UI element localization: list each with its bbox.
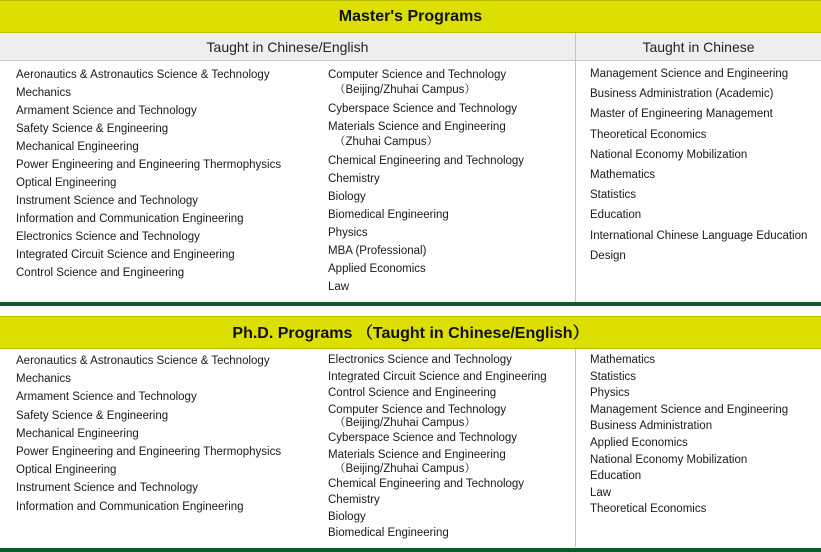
masters-column-divider: [575, 33, 576, 303]
masters-title: Master's Programs: [338, 8, 483, 25]
masters-program-item: Control Science and Engineering: [16, 267, 185, 279]
phd-program-item: Management Science and Engineering: [590, 403, 789, 416]
phd-column-2: [328, 352, 547, 542]
phd-program-item: Applied Economics: [590, 436, 688, 449]
masters-program-item: International Chinese Language Education: [590, 229, 808, 242]
phd-program-item: Control Science and Engineering: [328, 387, 497, 400]
phd-program-item: Instrument Science and Technology: [16, 482, 198, 495]
masters-program-item-campus-note: （Beijing/Zhuhai Campus）: [334, 84, 476, 96]
phd-program-item: Computer Science and Technology: [328, 403, 507, 416]
masters-program-item: Statistics: [590, 189, 637, 202]
masters-program-item: Mechanical Engineering: [16, 141, 139, 153]
phd-column-3: [590, 352, 788, 518]
phd-program-item: Aeronautics & Astronautics Science & Technology: [16, 355, 270, 367]
masters-bottom-divider: [0, 302, 821, 306]
masters-program-item: Armament Science and Technology: [16, 105, 197, 117]
masters-program-item: Computer Science and Technology: [328, 69, 507, 81]
phd-program-item: Statistics: [590, 370, 637, 383]
masters-program-item: National Economy Mobilization: [590, 148, 748, 161]
phd-program-item: Armament Science and Technology: [16, 391, 197, 404]
masters-program-item: Biomedical Engineering: [328, 209, 449, 221]
masters-column-2: [328, 66, 524, 296]
phd-program-item: Mechanics: [16, 373, 71, 386]
masters-program-item: Mechanics: [16, 87, 71, 99]
phd-program-item: Chemistry: [328, 494, 380, 507]
masters-program-item: Biology: [328, 191, 366, 203]
masters-title-band: [0, 0, 821, 33]
masters-program-item: Instrument Science and Technology: [16, 195, 198, 207]
masters-program-item: Chemistry: [328, 173, 380, 185]
phd-bottom-divider: [0, 548, 821, 552]
phd-program-item: Optical Engineering: [16, 464, 117, 477]
phd-program-item: National Economy Mobilization: [590, 453, 748, 466]
masters-program-item: Electronics Science and Technology: [16, 231, 200, 243]
masters-program-item: Master of Engineering Management: [590, 108, 773, 121]
masters-column-3: [590, 64, 807, 266]
phd-program-item: Cyberspace Science and Technology: [328, 432, 518, 445]
phd-program-item: Education: [590, 470, 642, 483]
phd-column-divider: [575, 349, 576, 547]
masters-program-item-campus-note: （Zhuhai Campus）: [334, 136, 439, 148]
phd-program-item: Mathematics: [590, 354, 656, 366]
phd-program-item: Theoretical Economics: [590, 503, 707, 516]
phd-title-band: [0, 316, 821, 349]
phd-program-item: Law: [590, 486, 612, 499]
masters-program-item: Optical Engineering: [16, 177, 117, 189]
masters-program-item: Education: [590, 209, 642, 222]
phd-program-item: Biology: [328, 510, 366, 523]
phd-title: Ph.D. Programs （Taught in Chinese/English）: [232, 325, 589, 342]
masters-program-item: Materials Science and Engineering: [328, 121, 506, 133]
masters-header-chinese-english: Taught in Chinese/English: [0, 33, 575, 61]
masters-program-item: Applied Economics: [328, 263, 426, 275]
phd-program-item: Information and Communication Engineering: [16, 500, 244, 513]
phd-program-item-campus-note: （Beijing/Zhuhai Campus）: [334, 462, 476, 475]
masters-column-1: [16, 66, 281, 282]
masters-program-item: Business Administration (Academic): [590, 88, 774, 101]
masters-program-item: Integrated Circuit Science and Engineering: [16, 249, 235, 261]
phd-program-item-campus-note: （Beijing/Zhuhai Campus）: [334, 417, 476, 430]
masters-header-chinese: Taught in Chinese: [576, 33, 821, 61]
masters-program-item: Power Engineering and Engineering Thermophysics: [16, 159, 282, 171]
masters-program-item: Cyberspace Science and Technology: [328, 103, 518, 115]
phd-program-item: Mechanical Engineering: [16, 427, 139, 440]
masters-program-item: Physics: [328, 227, 368, 239]
phd-program-item: Chemical Engineering and Technology: [328, 477, 525, 490]
masters-program-item: Theoretical Economics: [590, 128, 707, 141]
phd-program-item: Materials Science and Engineering: [328, 448, 506, 461]
masters-program-item: Design: [590, 249, 626, 262]
phd-program-item: Physics: [590, 387, 630, 400]
phd-program-item: Safety Science & Engineering: [16, 409, 169, 422]
masters-program-item: Chemical Engineering and Technology: [328, 155, 525, 167]
phd-column-1: [16, 352, 281, 516]
masters-program-item: Aeronautics & Astronautics Science & Technology: [16, 69, 270, 81]
masters-program-item: Law: [328, 281, 350, 293]
phd-program-item: Biomedical Engineering: [328, 527, 449, 540]
phd-program-item: Integrated Circuit Science and Engineering: [328, 370, 547, 383]
masters-program-item: MBA (Professional): [328, 245, 427, 257]
phd-program-item: Business Administration: [590, 420, 713, 433]
phd-program-item: Electronics Science and Technology: [328, 354, 512, 366]
masters-program-item: Management Science and Engineering: [590, 68, 789, 80]
masters-program-item: Information and Communication Engineering: [16, 213, 244, 225]
masters-program-item: Mathematics: [590, 169, 656, 182]
masters-program-item: Safety Science & Engineering: [16, 123, 169, 135]
phd-program-item: Power Engineering and Engineering Thermophysics: [16, 446, 282, 459]
